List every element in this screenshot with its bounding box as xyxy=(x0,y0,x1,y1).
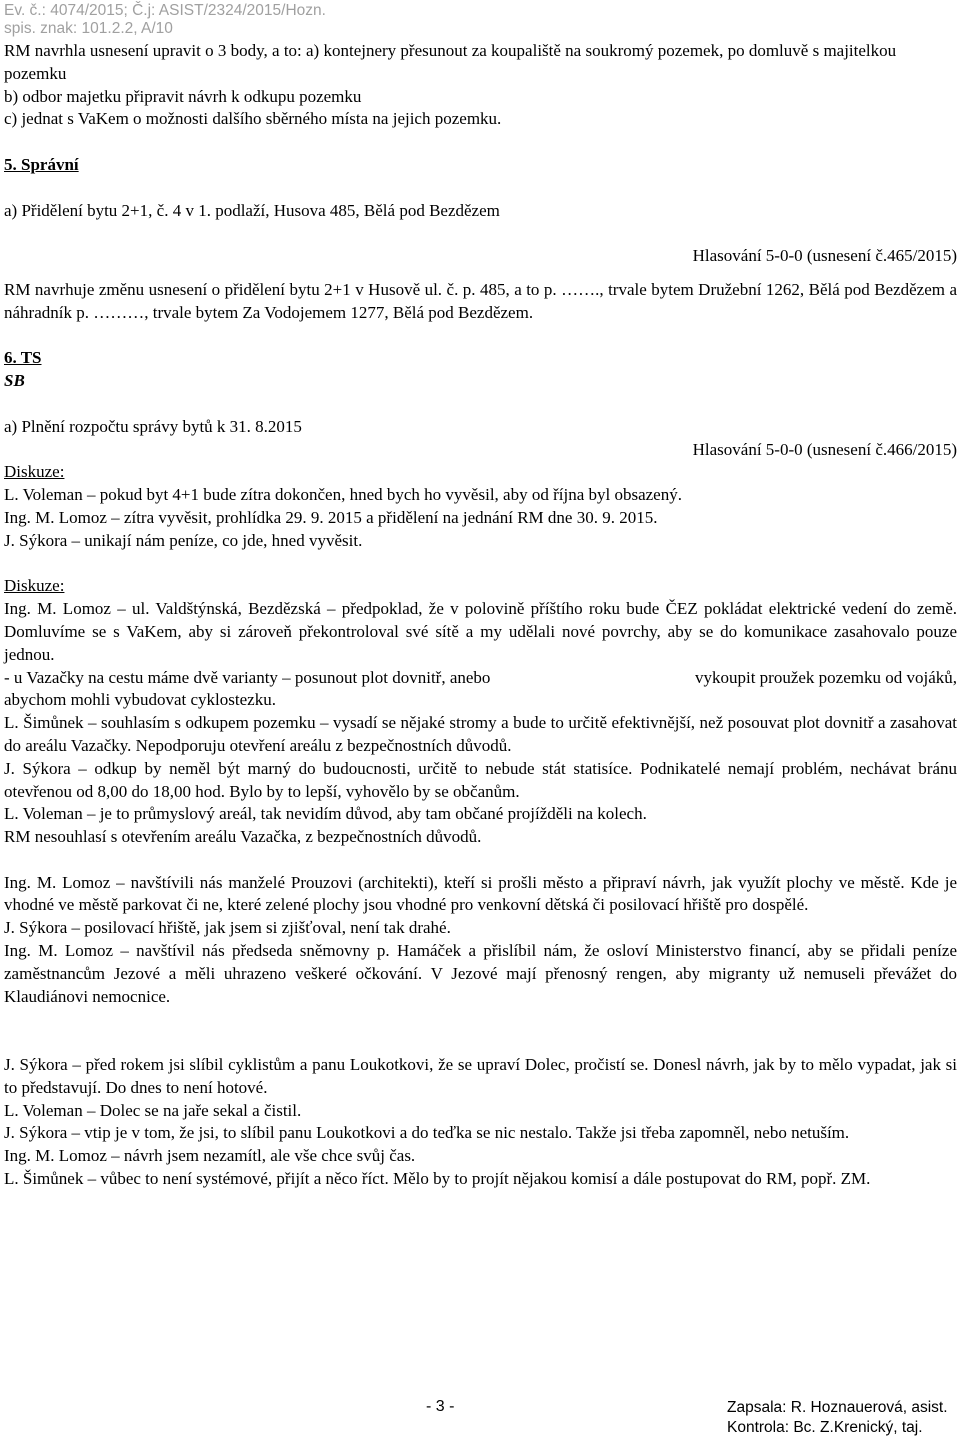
discussion-entry: Ing. M. Lomoz – navštívil nás předseda sněmovny p. Hamáček a přislíbil nám, že osloví Ministerstvo financí, aby se přidali peníze zaměstnancům Jezové a měli uhrazeno veškeré očkování. V Jezové mají přenosný rengen, aby migranty už nemuseli převážet do Klaudiánovi nemocnice. xyxy=(4,941,957,1006)
recorded-by: Zapsala: R. Hoznauerová, asist. xyxy=(727,1399,948,1416)
discussion-entry: L. Šimůnek – souhlasím s odkupem pozemku – vysadí se nějaké stromy a bude to určitě efektivnější, než posouvat plot dovnitř a zasahovat do areálu Vazačky. Nepodporuju otevření areálu z bezpečnostních důvodů. xyxy=(4,713,957,755)
vote-result: Hlasování 5-0-0 (usnesení č.465/2015) xyxy=(692,246,957,266)
discussion-entry: Ing. M. Lomoz – zítra vyvěsit, prohlídka 29. 9. 2015 a přidělení na jednání RM dne 30. 9. 2015. xyxy=(4,507,658,527)
discussion-entry: L. Voleman – pokud byt 4+1 bude zítra dokončen, hned bych ho vyvěsil, aby od října byl obsazený. xyxy=(4,485,682,505)
section-heading: 5. Správní xyxy=(4,154,79,174)
discussion-entry: J. Sýkora – unikají nám peníze, co jde, hned vyvěsit. xyxy=(4,530,363,550)
discussion-entry: Ing. M. Lomoz – ul. Valdštýnská, Bezdězská – předpoklad, že v polovině příštího roku bude ČEZ pokládat elektrické vedení do země. Domluvíme se s VaKem, aby si zároveň překontroloval své sítě a my udělali nové povrchy, aby se do komunikace zasahovalo pouze jednou. xyxy=(4,599,957,664)
discussion-entry: Ing. M. Lomoz – navštívili nás manželé Prouzovi (architekti), kteří si prošli město a připraví návrh, jak využít plochy ve městě. Kde je vhodné ve městě parkovat či ne, které zelené plochy jsou vhodné pro venkovní dětská či posilovací hřiště pro dospělé. xyxy=(4,872,957,915)
discussion-entry-right: vykoupit proužek pozemku od vojáků, xyxy=(694,667,957,687)
discussion-entry: Ing. M. Lomoz – návrh jsem nezamítl, ale vše chce svůj čas. xyxy=(4,1146,416,1166)
paragraph: RM navrhla usnesení upravit o 3 body, a to: a) kontejnery přesunout za koupaliště na soukromý pozemek, po domluvě s majitelkou pozemku xyxy=(4,41,897,83)
section-subheading: SB xyxy=(4,371,25,391)
signature-block xyxy=(727,1398,948,1438)
agenda-item-title: a) Plnění rozpočtu správy bytů k 31. 8.2015 xyxy=(4,416,302,436)
discussion-entry: abychom mohli vybudovat cyklostezku. xyxy=(4,690,276,710)
discussion-entry: J. Sýkora – posilovací hřiště, jak jsem si zjišťoval, není tak drahé. xyxy=(4,918,451,938)
discussion-entry-left: - u Vazačky na cestu máme dvě varianty – posunout plot dovnitř, anebo xyxy=(4,667,491,687)
discussion-entry-split-line xyxy=(4,667,957,690)
checked-by: Kontrola: Bc. Z.Krenický, taj. xyxy=(727,1419,923,1436)
header-filing-line: spis. znak: 101.2.2, A/10 xyxy=(4,20,173,37)
section-heading: 6. TS xyxy=(4,348,42,368)
paragraph: c) jednat s VaKem o možnosti dalšího sběrného místa na jejich pozemku. xyxy=(4,109,502,129)
header-reference-line: Ev. č.: 4074/2015; Č.j: ASIST/2324/2015/Hozn. xyxy=(4,2,326,19)
paragraph: b) odbor majetku připravit návrh k odkupu pozemku xyxy=(4,86,362,106)
vote-result: Hlasování 5-0-0 (usnesení č.466/2015) xyxy=(692,439,957,459)
discussion-label: Diskuze: xyxy=(4,576,65,596)
discussion-entry: L. Šimůnek – vůbec to není systémové, přijít a něco říct. Mělo by to projít nějakou komisí a dále postupovat do RM, popř. ZM. xyxy=(4,1169,871,1189)
discussion-entry: J. Sýkora – před rokem jsi slíbil cyklistům a panu Loukotkovi, že se upraví Dolec, pročistí se. Donesl návrh, jak by to mělo vypadat, jak si to představují. Do dnes to není hotové. xyxy=(4,1055,957,1097)
document-body xyxy=(4,40,957,1191)
discussion-entry: L. Voleman – je to průmyslový areál, tak nevidím důvod, aby tam občané projížděli na kolech. xyxy=(4,804,647,824)
discussion-label: Diskuze: xyxy=(4,462,65,482)
discussion-entry: J. Sýkora – vtip je v tom, že jsi, to slíbil panu Loukotkovi a do teďka se nic nestalo. Takže jsi třeba zapomněl, nebo netuším. xyxy=(4,1123,850,1143)
paragraph: RM navrhuje změnu usnesení o přidělení bytu 2+1 v Husově ul. č. p. 485, a to p. ……., trvale bytem Družební 1262, Bělá pod Bezdězem a náhradník p. ………, trvale bytem Za Vodojemem 1277, Bělá pod Bezdězem. xyxy=(4,279,957,322)
discussion-entry: L. Voleman – Dolec se na jaře sekal a čistil. xyxy=(4,1100,302,1120)
page-number: - 3 - xyxy=(426,1398,455,1415)
agenda-item-title: a) Přidělení bytu 2+1, č. 4 v 1. podlaží, Husova 485, Bělá pod Bezdězem xyxy=(4,200,500,220)
discussion-entry: J. Sýkora – odkup by neměl být marný do budoucnosti, určitě to nebude stát statisíce. Podnikatelé nemají problém, nechávat bránu otevřenou od 8,00 do 18,00 hod. Bylo by to lepší, vyhovělo by se občanům. xyxy=(4,758,957,801)
resolution: RM nesouhlasí s otevřením areálu Vazačka, z bezpečnostních důvodů. xyxy=(4,827,482,847)
